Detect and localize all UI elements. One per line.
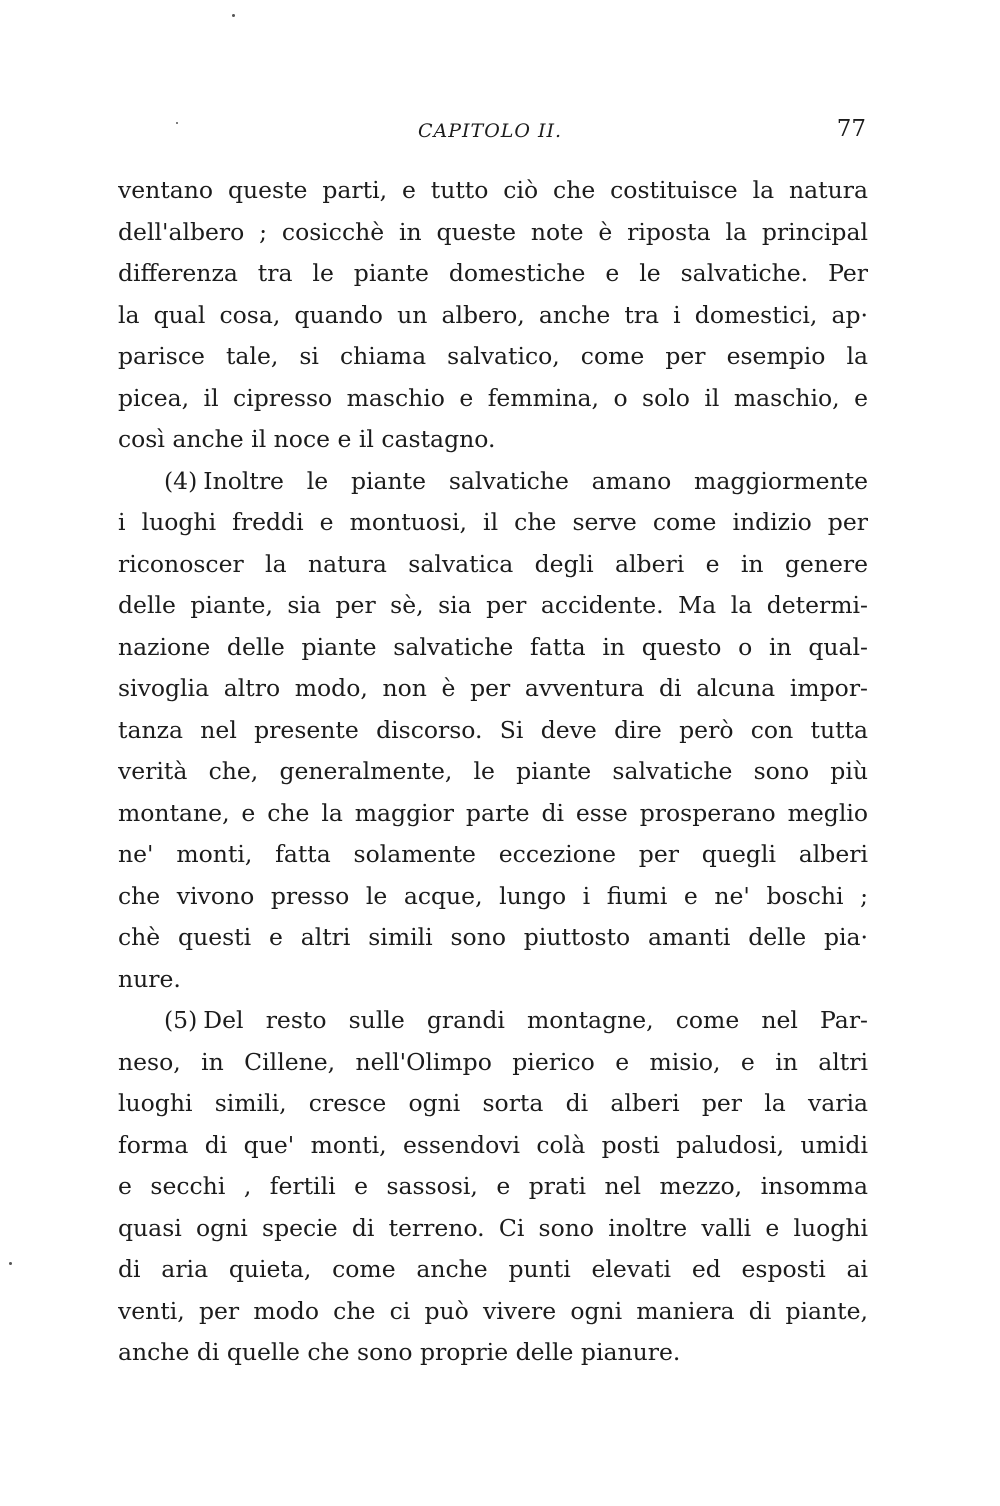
text-line: delle piante, sia per sè, sia per accidente. Ma la determi- xyxy=(118,591,868,619)
paragraph-number: (4) xyxy=(164,466,198,495)
text-line: Inoltre le piante salvatiche amano maggiormente xyxy=(203,466,868,495)
text-line: picea, il cipresso maschio e femmina, o solo il maschio, e xyxy=(118,383,868,412)
text-line: di aria quieta, come anche punti elevati ed esposti ai xyxy=(118,1255,868,1283)
text-line: riconoscer la natura salvatica degli alberi e in genere xyxy=(118,549,868,578)
text-line: venti, per modo che ci può vivere ogni maniera di piante, xyxy=(118,1296,868,1325)
text-line: chè questi e altri simili sono piuttosto amanti delle pia· xyxy=(118,923,868,951)
text-line: sivoglia altro modo, non è per avventura di alcuna impor- xyxy=(118,674,868,702)
scan-speck xyxy=(232,14,235,17)
paragraph-number: (5) xyxy=(164,1006,198,1034)
text-line: così anche il noce e il castagno. xyxy=(118,425,496,453)
running-header xyxy=(118,116,866,150)
chapter-title: CAPITOLO II. xyxy=(418,120,563,142)
text-line: differenza tra le piante domestiche e le salvatiche. Per xyxy=(118,259,868,287)
text-line: ne' monti, fatta solamente eccezione per quegli alberi xyxy=(118,840,868,868)
text-line: la qual cosa, quando un albero, anche tra i domestici, ap· xyxy=(118,300,868,329)
text-line: forma di que' monti, essendovi colà posti paludosi, umidi xyxy=(118,1130,868,1159)
text-line: ventano queste parti, e tutto ciò che costituisce la natura xyxy=(118,176,868,204)
text-line: nazione delle piante salvatiche fatta in questo o in qual- xyxy=(118,632,868,661)
text-line: Del resto sulle grandi montagne, come nel Par- xyxy=(203,1006,868,1034)
text-line: e secchi , fertili e sassosi, e prati nel mezzo, insomma xyxy=(118,1172,868,1200)
text-line: che vivono presso le acque, lungo i fiumi e ne' boschi ; xyxy=(118,881,868,910)
text-line: quasi ogni specie di terreno. Ci sono inoltre valli e luoghi xyxy=(118,1213,868,1242)
text-line: neso, in Cillene, nell'Olimpo pierico e misio, e in altri xyxy=(118,1047,868,1076)
text-line: verità che, generalmente, le piante salvatiche sono più xyxy=(118,757,868,785)
paragraph-start-line xyxy=(118,1000,868,1042)
text-line: i luoghi freddi e montuosi, il che serve come indizio per xyxy=(118,508,868,536)
text-line: tanza nel presente discorso. Si deve dire però con tutta xyxy=(118,715,868,744)
scan-speck xyxy=(9,1262,12,1265)
paragraph-start-line xyxy=(118,461,868,503)
text-line: dell'albero ; cosicchè in queste note è riposta la principal xyxy=(118,217,868,246)
text-line: parisce tale, si chiama salvatico, come per esempio la xyxy=(118,342,868,370)
text-line: anche di quelle che sono proprie delle pianure. xyxy=(118,1338,681,1366)
body-text xyxy=(118,170,868,1374)
text-line: nure. xyxy=(118,964,181,993)
text-line: luoghi simili, cresce ogni sorta di alberi per la varia xyxy=(118,1089,868,1117)
text-line: montane, e che la maggior parte di esse prosperano meglio xyxy=(118,798,868,827)
page-number: 77 xyxy=(836,116,866,142)
